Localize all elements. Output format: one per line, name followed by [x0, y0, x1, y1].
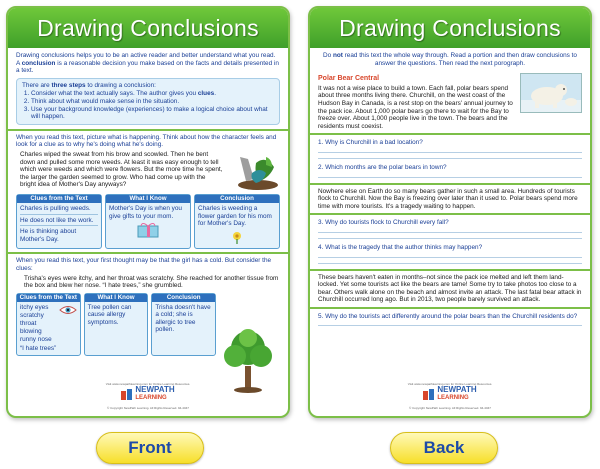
garden-glove-icon [226, 151, 280, 191]
step-2: 2. Think about what would make sense in the situation. [31, 98, 274, 106]
ex2-clue-2: scratchy throat [20, 312, 44, 327]
logo-book-icon [423, 388, 435, 400]
section1-intro: When you read this text, picture what is happening. Think about how the character feels and look for a clue as to why he's doing what he's doing. [16, 133, 277, 149]
answer-line-5[interactable] [318, 325, 582, 326]
ex2-concl: Trisha doesn't have a cold; she is allergic to tree pollen. [155, 303, 211, 334]
passage-1: It was not a wise place to build a town. Each fall, polar bears spend about three months living there. Churchill, on the west coast of the Hudson Bay in Canada, is a rest stop on the bears' annual journey to the pack ice. About 1,000 polar bears go there to wait for the Bay to freeze over. About 1,000 people live in the town. The bears and the residents must coexist. [318, 84, 513, 130]
answer-line-3[interactable] [318, 232, 582, 233]
ex2-clue-1: itchy eyes [20, 303, 49, 311]
ex1-clues-box: Clues from the Text Charles is pulling weeds. He does not like the work. He is thinking about Mother's Day. [16, 194, 102, 249]
front-button[interactable]: Front [96, 432, 204, 464]
question-5: 5. Why do the tourists act differently around the polar bears than the Churchill residents do? [318, 312, 578, 320]
eye-icon [59, 305, 77, 315]
passage-title: Polar Bear Central [318, 75, 380, 83]
ex1-clue-2: He does not like the work. [20, 217, 98, 227]
polar-bear-icon [520, 73, 582, 113]
ex1-know: Mother's Day is when you give gifts to your mom. [109, 204, 182, 220]
ex2-clue-4: “I hate trees” [20, 344, 57, 352]
back-button[interactable]: Back [390, 432, 498, 464]
answer-line-1[interactable] [318, 152, 582, 153]
question-1: 1. Why is Churchill in a bad location? [318, 139, 423, 147]
front-footer: Visit www.newpathlearning.com for Online Learning Resources. NEWPATH LEARNING © Copyright NewPath Learning. All Rights Reserved. 94-4047 [105, 382, 191, 410]
ex1-concl-box: Conclusion Charles is weeding a flower garden for his mom for Mother's Day. [194, 194, 280, 249]
gift-icon [135, 222, 161, 238]
ex2-know: Tree pollen can cause allergy symptoms. [87, 303, 132, 326]
answer-line-2[interactable] [318, 177, 582, 178]
back-footer: Visit www.newpathlearning.com for Online Learning Resources. NEWPATH LEARNING © Copyright NewPath Learning. All Rights Reserved. 94-4047 [407, 382, 493, 410]
answer-line-1b[interactable] [318, 158, 582, 159]
story1-text: Charles wiped the sweat from his brow and scowled. Then he bent down and pulled some more weeds. At least it was easy enough to tell which were weeds and which were flowers. But the more time he spent, the larger the garden seemed to grow. Who had come up with the bright idea of Mother's Day anyways? [20, 150, 223, 189]
ex2-clue-3: blowing runny nose [20, 328, 52, 344]
question-3: 3. Why do tourists flock to Churchill every fall? [318, 219, 449, 227]
back-title: Drawing Conclusions [310, 8, 590, 48]
step-1: 1. Consider what the text actually says. The author gives you clues. [31, 90, 274, 98]
divider [8, 129, 288, 131]
newpath-logo: NEWPATH LEARNING [423, 386, 476, 402]
front-intro: Drawing conclusions helps you to be an active reader and better understand what you read. A conclusion is a reasonable decision you make based on the facts and details presented in a text. [16, 52, 279, 75]
ex1-clue-1: Charles is pulling weeds. [20, 205, 98, 215]
answer-line-3b[interactable] [318, 238, 582, 239]
ex1-know-box: What I Know Mother's Day is when you give gifts to your mom. [105, 194, 191, 249]
question-2: 2. Which months are the polar bears in town? [318, 163, 447, 171]
step-3: 3. Use your background knowledge (experiences) to make a logical choice about what will happen. [31, 106, 274, 121]
question-4: 4. What is the tragedy that the author thinks may happen? [318, 243, 483, 251]
story2-text: Trisha's eyes were itchy, and her throat was scratchy. She reached for another tissue from the box and blew her nose. “I hate trees,” she grumbled. [24, 274, 279, 290]
ex2-clues-box: Clues from the Text itchy eyes scratchy throat blowing runny nose “I hate trees” [16, 293, 81, 357]
front-card [6, 6, 290, 418]
ex2-concl-box: Conclusion Trisha doesn't have a cold; she is allergic to tree pollen. [151, 293, 216, 357]
front-title: Drawing Conclusions [8, 8, 288, 48]
ex2-know-box: What I Know Tree pollen can cause allergy symptoms. [84, 293, 149, 357]
back-intro: Do not read this text the whole way through. Read a portion and then draw conclusions to answer the questions. Then read the next porograph. [322, 52, 577, 67]
answer-line-4b[interactable] [318, 263, 582, 264]
logo-book-icon [121, 388, 133, 400]
passage-3: These bears haven't eaten in months–not since the pack ice melted and left them land-locked. Yet some tourists act like the bears are tame! Some try to take photos too close to a bear. Others walk alone on the beach and almost invite an attack. The last fatal bear attack in Churchill occurred long ago. But in 2013, two people barely survived an attack. [318, 273, 582, 304]
steps-box: There are three steps to drawing a conclusion: 1. Consider what the text actually says. The author gives you clues. 2. Think about what would make sense in the situation. 3. Use your background knowledge (experiences) to make a logical choice about what will happen. [16, 78, 280, 125]
answer-line-4[interactable] [318, 257, 582, 258]
ex1-clue-3: He is thinking about Mother's Day. [20, 228, 77, 243]
back-card [308, 6, 592, 418]
newpath-logo: NEWPATH LEARNING [121, 386, 174, 402]
ex1-concl: Charles is weeding a flower garden for his mom for Mother's Day. [198, 204, 272, 228]
flower-icon [227, 230, 247, 244]
passage-2: Nowhere else on Earth do so many bears gather in such a small area. Hundreds of tourists flock to Churchill. Now the Bay is freezing over later than it used to. Polar bears spend more time with more tourists. It's a tragedy waiting to happen. [318, 187, 578, 210]
section2-intro: When you read this text, your first thought may be that the girl has a cold. But consider the clues: [16, 257, 272, 272]
